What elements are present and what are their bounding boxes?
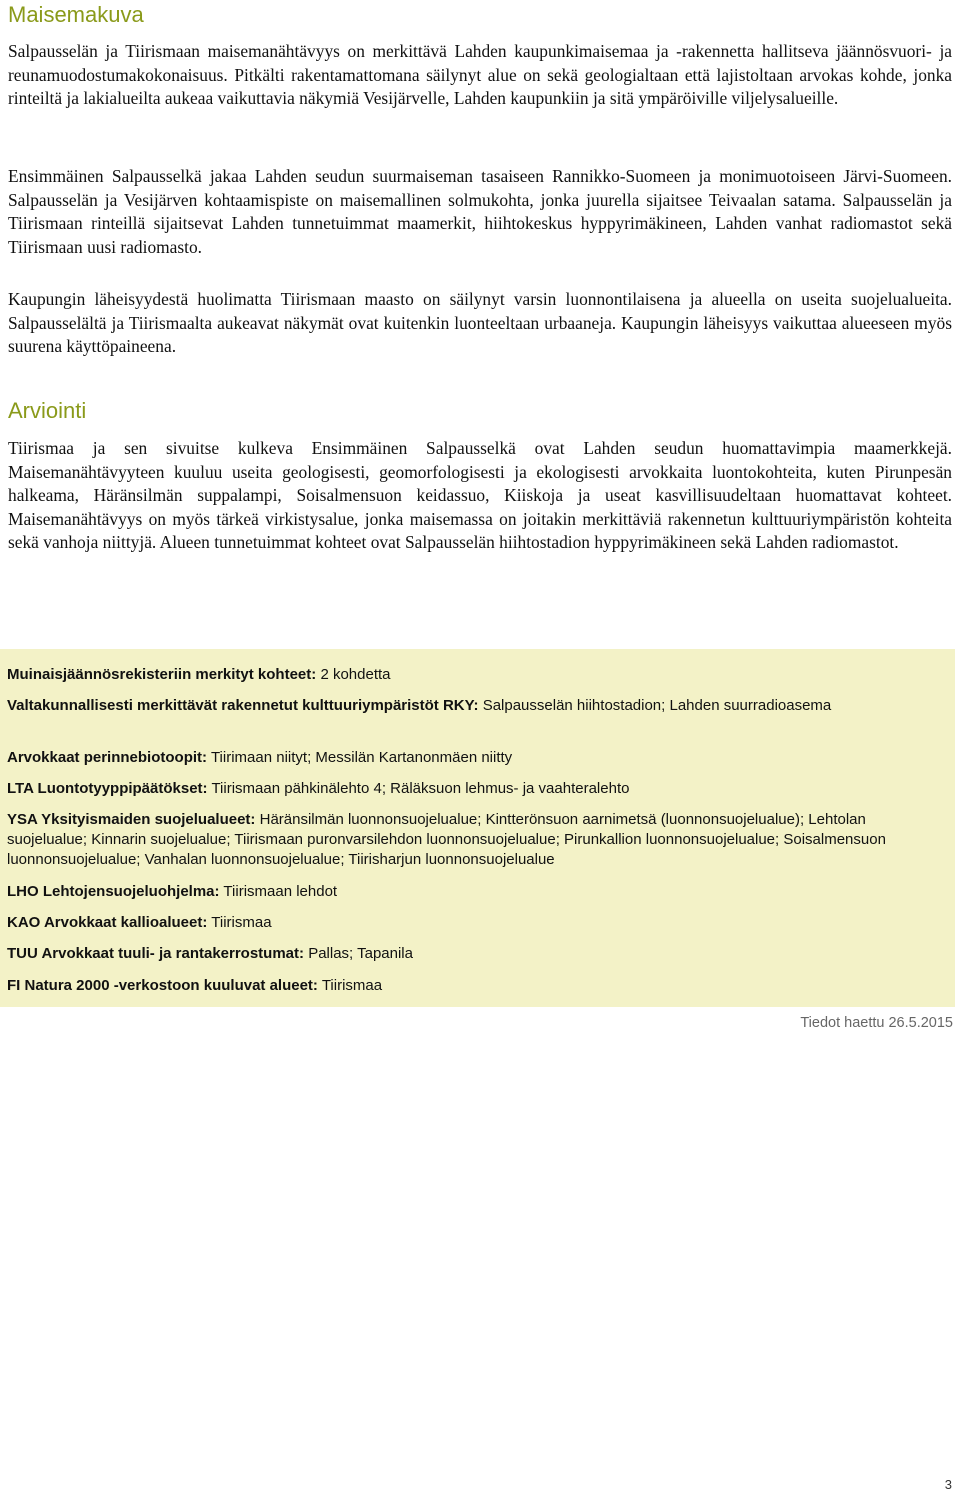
info-row <box>7 696 949 716</box>
info-value: Salpausselän hiihtostadion; Lahden suurradioasema <box>482 697 832 714</box>
info-label: LTA Luontotyyppipäätökset: <box>7 780 208 797</box>
info-value: Tiirismaan lehdot <box>223 883 338 900</box>
info-label: KAO Arvokkaat kallioalueet: <box>7 914 208 931</box>
info-row <box>7 748 949 768</box>
protection-info-box <box>0 649 955 1007</box>
info-row <box>7 665 949 685</box>
page-number: 3 <box>944 1477 952 1492</box>
paragraph: Salpausselän ja Tiirismaan maisemanähtävyys on merkittävä Lahden kaupunkimaisemaa ja -rakennetta hallitseva jäännösvuori- ja reunamuodostumakokonaisuus. Pitkälti rakentamattomana säilynyt alue on sekä geologialtaan että lajistoltaan arvokas kohde, jonka rinteiltä ja lakialueilta aukeaa vaikuttavia näkymiä Vesijärvelle, Lahden kaupunkiin ja sitä ympäröiville viljelysalueille. <box>8 41 952 108</box>
info-label: YSA Yksityismaiden suojelualueet: <box>7 811 256 828</box>
info-label: TUU Arvokkaat tuuli- ja rantakerrostumat: <box>7 945 305 962</box>
info-row <box>7 913 949 933</box>
data-retrieved-date: Tiedot haettu 26.5.2015 <box>800 1015 953 1031</box>
info-label: FI Natura 2000 -verkostoon kuuluvat alueet: <box>7 977 318 994</box>
info-value: Tiirismaa <box>321 977 383 994</box>
info-label: Valtakunnallisesti merkittävät rakennetut kulttuuriympäristöt RKY: <box>7 697 479 714</box>
info-value: Tiirismaan pähkinälehto 4; Räläksuon lehmus- ja vaahteralehto <box>211 780 630 797</box>
info-row <box>7 976 949 996</box>
paragraph: Kaupungin läheisyydestä huolimatta Tiirismaan maasto on säilynyt varsin luonnontilaisena ja alueella on useita suojelualueita. Salpausselältä ja Tiirismaalta aukeavat näkymät ovat kuitenkin luonteeltaan urbaaneja. Kaupungin läheisyys vaikuttaa alueeseen myös suurena käyttöpaineena. <box>8 289 952 356</box>
info-row <box>7 810 949 870</box>
info-value: Pallas; Tapanila <box>308 945 413 962</box>
info-value: Tiirimaan niityt; Messilän Kartanonmäen niitty <box>210 749 513 766</box>
info-value: Tiirismaa <box>211 914 272 931</box>
info-label: Muinaisjäännösrekisteriin merkityt kohteet: <box>7 666 317 683</box>
info-value: Häränsilmän luonnonsuojelualue; Kintterönsuon aarnimetsä (luonnonsuojelualue); Lehtolan suojelualue; Kinnarin suojelualue; Tiirismaan puronvarsilehdon luonnonsuojelualue; Pirunkallion luonnonsuojelualue; Soisalmensuon luonnonsuojelualue; Vanhalan luonnonsuojelualue; Tiirisharjun luonnonsuojelualue <box>7 811 886 868</box>
paragraph: Tiirismaa ja sen sivuitse kulkeva Ensimmäinen Salpausselkä ovat Lahden seudun huomattavimpia maamerkkejä. Maisemanähtävyyteen kuuluu useita geologisesti, geomorfologisesti ja ekologisesti arvokkaita luontokohteita, kuten Pirunpesän halkeama, Häränsilmän suppalampi, Soisalmensuon keidassuo, Kiiskoja ja useat kasvillisuudeltaan huomattavat kohteet. Maisemanähtävyys on myös tärkeä virkistysalue, jonka maisemassa on joitakin merkittäviä rakennetun kulttuuriympäristön kohteita sekä vanhoja niittyjä. Alueen tunnetuimmat kohteet ovat Salpausselän hiihtostadion hyppyrimäkineen sekä Lahden radiomastot. <box>8 438 952 552</box>
info-label: Arvokkaat perinnebiotoopit: <box>7 749 208 766</box>
section-title-arviointi: Arviointi <box>8 398 87 423</box>
info-row <box>7 779 949 799</box>
info-row <box>7 944 949 964</box>
paragraph: Ensimmäinen Salpausselkä jakaa Lahden seudun suurmaiseman tasaiseen Rannikko-Suomeen ja monimuotoiseen Järvi-Suomeen. Salpausselän ja Vesijärven kohtaamispiste on maisemallinen solmukohta, jonka juurella sijaitsee Teivaalan satama. Salpausselän ja Tiirismaan rinteillä sijaitsevat Lahden tunnetuimmat maamerkit, hiihtokeskus hyppyrimäkineen, Lahden vanhat radiomastot sekä Tiirismaan uusi radiomasto. <box>8 166 952 257</box>
info-label: LHO Lehtojensuojeluohjelma: <box>7 883 220 900</box>
section-title-maisemakuva: Maisemakuva <box>8 2 144 27</box>
info-row <box>7 882 949 902</box>
info-value: 2 kohdetta <box>320 666 391 683</box>
